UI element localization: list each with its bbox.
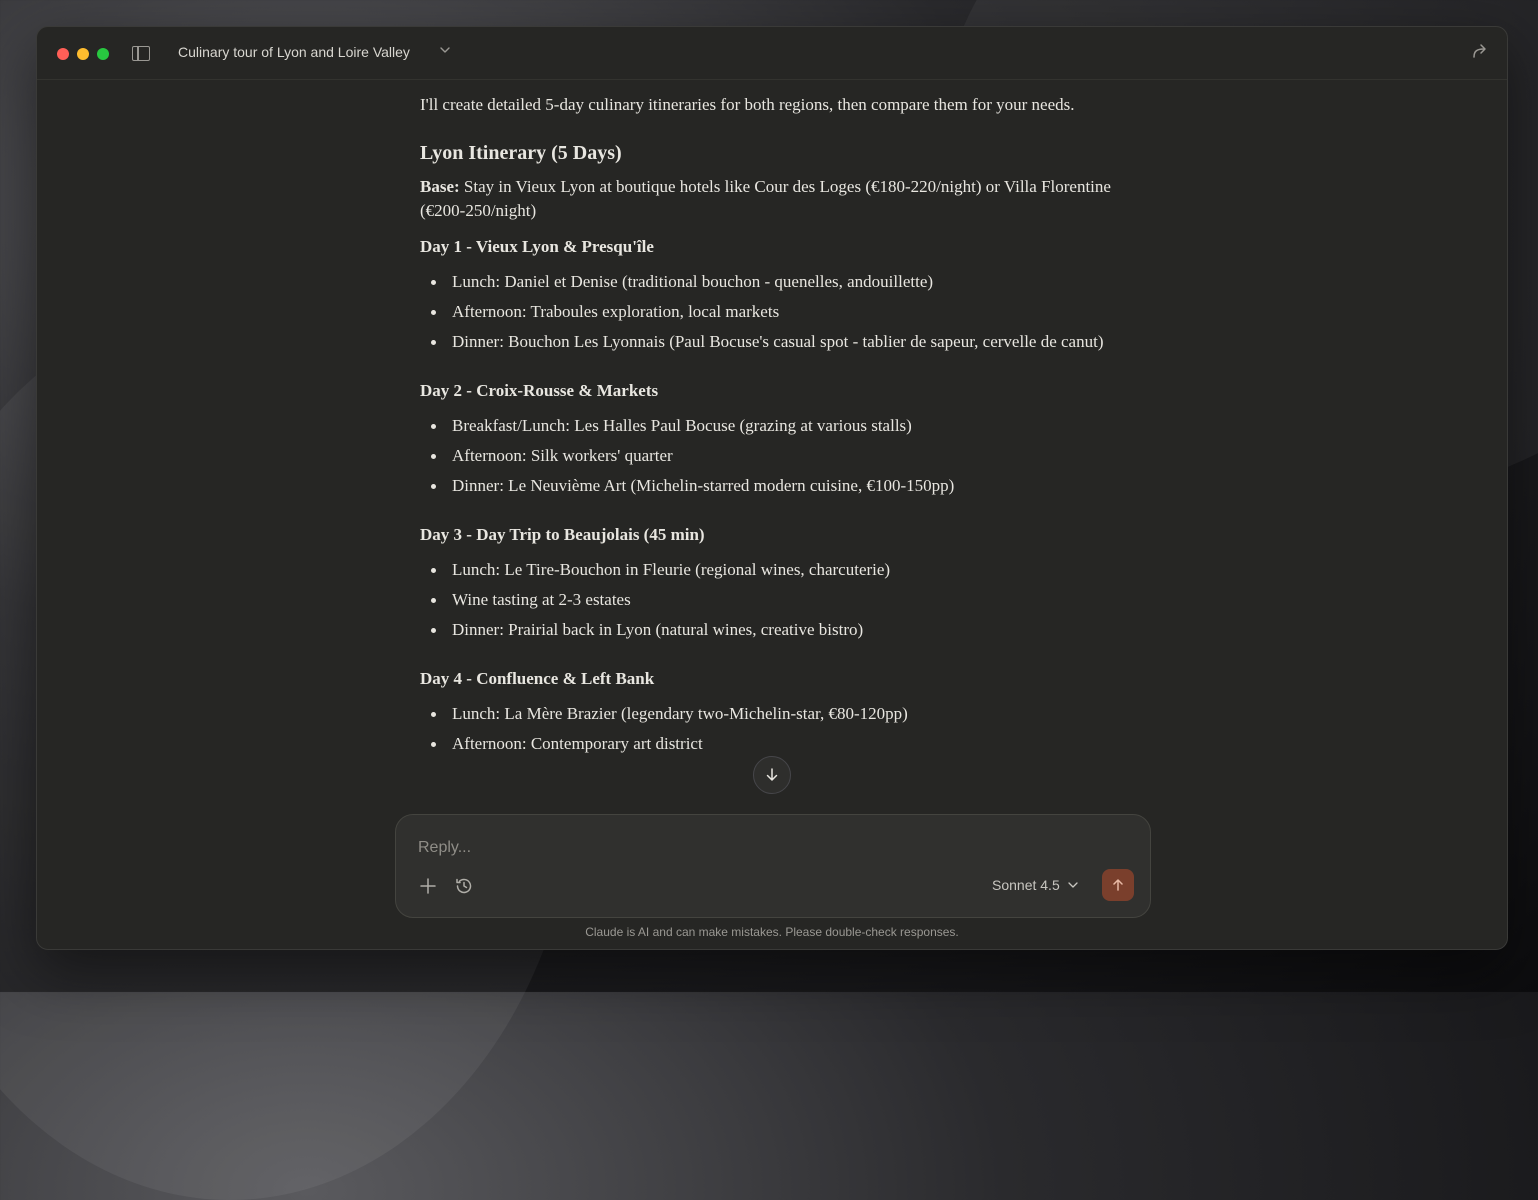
list-item: Dinner: Bouchon Les Lyonnais (Paul Bocuse's casual spot - tablier de sapeur, cervelle de canut) bbox=[420, 329, 1120, 355]
day-heading: Day 2 - Croix-Rousse & Markets bbox=[420, 381, 659, 400]
base-paragraph bbox=[420, 175, 1120, 223]
list-item: Lunch: Daniel et Denise (traditional bouchon - quenelles, andouillette) bbox=[420, 269, 1120, 295]
list-item: Afternoon: Contemporary art district bbox=[420, 731, 1120, 757]
day-list bbox=[420, 557, 1120, 643]
sidebar-icon[interactable] bbox=[132, 46, 150, 61]
day-list bbox=[420, 269, 1120, 355]
base-text: Stay in Vieux Lyon at boutique hotels like Cour des Loges (€180-220/night) or Villa Florentine (€200-250/night) bbox=[420, 177, 1111, 220]
day-list bbox=[420, 413, 1120, 499]
send-button[interactable] bbox=[1102, 869, 1134, 901]
plus-icon[interactable] bbox=[418, 876, 438, 896]
message-intro: I'll create detailed 5-day culinary itineraries for both regions, then compare them for your needs. bbox=[420, 95, 1075, 114]
arrow-up-icon bbox=[1111, 878, 1125, 892]
arrow-down-icon bbox=[764, 767, 780, 783]
list-item: Breakfast/Lunch: Les Halles Paul Bocuse (grazing at various stalls) bbox=[420, 413, 1120, 439]
list-item: Lunch: La Mère Brazier (legendary two-Michelin-star, €80-120pp) bbox=[420, 701, 1120, 727]
day-heading: Day 4 - Confluence & Left Bank bbox=[420, 669, 655, 688]
day-list bbox=[420, 701, 1120, 757]
day-heading: Day 1 - Vieux Lyon & Presqu'île bbox=[420, 237, 654, 256]
model-name: Sonnet 4.5 bbox=[992, 877, 1060, 893]
chevron-down-icon bbox=[1068, 880, 1078, 890]
list-item: Lunch: Le Tire-Bouchon in Fleurie (regional wines, charcuterie) bbox=[420, 557, 1120, 583]
close-window-button[interactable] bbox=[57, 48, 69, 60]
list-item: Afternoon: Traboules exploration, local markets bbox=[420, 299, 1120, 325]
model-selector[interactable] bbox=[992, 877, 1078, 893]
list-item: Dinner: Prairial back in Lyon (natural wines, creative bistro) bbox=[420, 617, 1120, 643]
reply-composer bbox=[395, 814, 1151, 918]
app-window bbox=[36, 26, 1508, 950]
list-item: Afternoon: Silk workers' quarter bbox=[420, 443, 1120, 469]
base-label: Base: bbox=[420, 177, 460, 196]
disclaimer-text: Claude is AI and can make mistakes. Please double-check responses. bbox=[585, 925, 959, 939]
history-icon[interactable] bbox=[454, 876, 474, 896]
section-heading: Lyon Itinerary (5 Days) bbox=[420, 142, 622, 164]
day-heading: Day 3 - Day Trip to Beaujolais (45 min) bbox=[420, 525, 705, 544]
minimize-window-button[interactable] bbox=[77, 48, 89, 60]
share-icon[interactable] bbox=[1471, 42, 1489, 60]
maximize-window-button[interactable] bbox=[97, 48, 109, 60]
title-bar bbox=[37, 27, 1507, 80]
list-item: Wine tasting at 2-3 estates bbox=[420, 587, 1120, 613]
conversation-title[interactable]: Culinary tour of Lyon and Loire Valley bbox=[178, 44, 410, 60]
reply-input[interactable] bbox=[416, 835, 1120, 861]
scroll-to-bottom-button[interactable] bbox=[753, 756, 791, 794]
chevron-down-icon[interactable] bbox=[440, 44, 450, 56]
list-item: Dinner: Le Neuvième Art (Michelin-starred modern cuisine, €100-150pp) bbox=[420, 473, 1120, 499]
assistant-message bbox=[420, 79, 1120, 815]
window-controls bbox=[57, 48, 109, 60]
